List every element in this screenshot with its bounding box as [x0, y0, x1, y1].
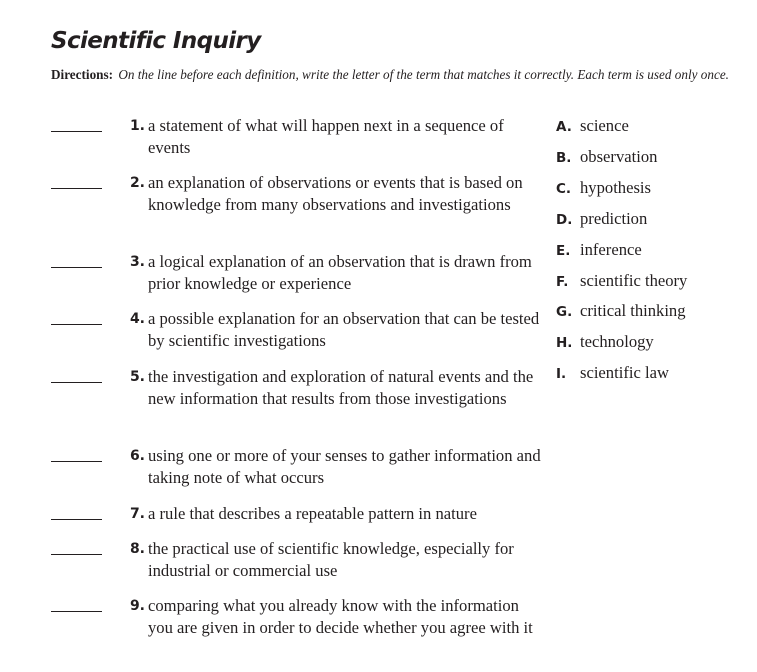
answer-blank[interactable] — [51, 267, 102, 268]
item-number: 4. — [129, 311, 145, 327]
term-letter: I. — [556, 366, 567, 382]
directions — [51, 66, 751, 83]
directions-text: On the line before each definition, write the letter of the term that matches it correctly. Each term is used only once. — [118, 67, 729, 82]
answer-blank[interactable] — [51, 554, 102, 555]
item-definition: the practical use of scientific knowledge, especially for industrial or commercial use — [148, 539, 514, 580]
term-item — [556, 177, 756, 200]
page-title: Scientific Inquiry — [51, 28, 261, 54]
term-letter: D. — [556, 212, 573, 228]
term-text: observation — [580, 147, 658, 166]
item-number: 1. — [129, 118, 145, 134]
term-text: scientific law — [580, 363, 669, 382]
term-text: prediction — [580, 209, 648, 228]
answer-blank[interactable] — [51, 188, 102, 189]
term-item — [556, 115, 756, 138]
item-number: 6. — [129, 448, 145, 464]
term-item — [556, 239, 756, 262]
item-definition: using one or more of your senses to gather information and taking note of what occurs — [148, 446, 541, 487]
item-definition: comparing what you already know with the information you are given in order to decide whether you agree with it — [148, 596, 533, 637]
item-number: 5. — [129, 369, 145, 385]
item-definition: a statement of what will happen next in a sequence of events — [148, 116, 504, 157]
term-item — [556, 331, 756, 354]
item-number: 8. — [129, 541, 145, 557]
term-text: inference — [580, 240, 642, 259]
item-number: 7. — [129, 506, 145, 522]
term-item — [556, 300, 756, 323]
item-definition: an explanation of observations or events that is based on knowledge from many observations and investigations — [148, 173, 523, 214]
term-letter: C. — [556, 181, 572, 197]
term-item — [556, 362, 756, 385]
item-number: 2. — [129, 175, 145, 191]
item-definition: a rule that describes a repeatable pattern in nature — [148, 504, 477, 523]
item-definition: the investigation and exploration of natural events and the new information that results from those investigations — [148, 367, 534, 408]
answer-blank[interactable] — [51, 611, 102, 612]
answer-blank[interactable] — [51, 382, 102, 383]
term-item — [556, 208, 756, 231]
directions-label: Directions: — [51, 67, 114, 82]
term-letter: G. — [556, 304, 573, 320]
term-letter: B. — [556, 150, 572, 166]
term-item — [556, 146, 756, 169]
term-letter: E. — [556, 243, 571, 259]
term-text: science — [580, 116, 629, 135]
term-text: critical thinking — [580, 301, 686, 320]
term-text: hypothesis — [580, 178, 651, 197]
term-letter: F. — [556, 274, 569, 290]
term-text: scientific theory — [580, 271, 688, 290]
term-text: technology — [580, 332, 654, 351]
term-letter: A. — [556, 119, 572, 135]
answer-blank[interactable] — [51, 131, 102, 132]
answer-blank[interactable] — [51, 519, 102, 520]
answer-blank[interactable] — [51, 461, 102, 462]
item-definition: a possible explanation for an observation that can be tested by scientific investigations — [148, 309, 540, 350]
item-definition: a logical explanation of an observation that is drawn from prior knowledge or experience — [148, 252, 532, 293]
term-item — [556, 270, 756, 293]
answer-blank[interactable] — [51, 324, 102, 325]
item-number: 3. — [129, 254, 145, 270]
term-letter: H. — [556, 335, 573, 351]
item-number: 9. — [129, 598, 145, 614]
